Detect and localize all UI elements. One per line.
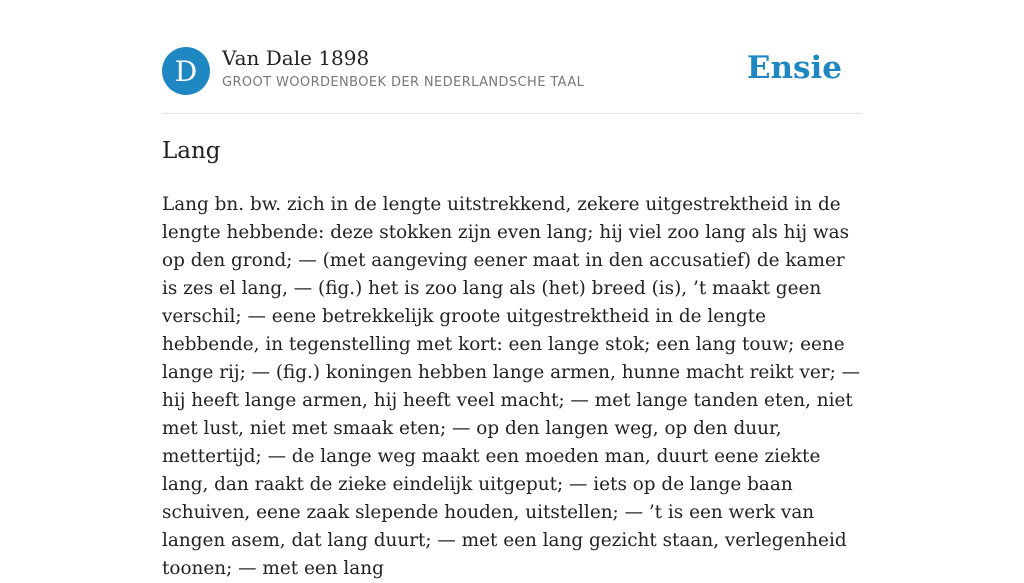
definition-text: Lang bn. bw. zich in de lengte uitstrekkend, zekere uitgestrektheid in de lengte hebbende: deze stokken zijn even lang; hij viel zoo lang als hij was op den grond; — (met aangeving eener maat in den accusatief) de kamer is zes el lang, — (fig.) het is zoo lang als (het) breed (is), ’t maakt geen verschil; — eene betrekkelijk groote uitgestrektheid in de lengte hebbende, in tegenstelling met kort: een lange stok; een lang touw; eene lange rij; — (fig.) koningen hebben lange armen, hunne macht reikt ver; — hij heeft lange armen, hij heeft veel macht; — met lange tanden eten, niet met lust, niet met smaak eten; — op den langen weg, op den duur, mettertijd; — de lange weg maakt een moeden man, duurt eene ziekte lang, dan raakt de zieke eindelijk uitgeput; — iets op de lange baan schuiven, eene zaak slepende houden, uitstellen; — ’t is een werk van langen asem, dat lang duurt; — met een lang gezicht staan, verlegenheid toonen; — met een lang [162, 194, 861, 579]
page-title: Lang [162, 138, 221, 164]
header [162, 0, 862, 114]
page-container [162, 0, 862, 579]
source-subtitle: GROOT WOORDENBOEK DER NEDERLANDSCHE TAAL [222, 75, 585, 90]
source-title[interactable]: Van Dale 1898 [222, 46, 370, 70]
brand-logo[interactable]: Ensie [746, 50, 842, 86]
source-logo[interactable]: D [162, 47, 210, 95]
